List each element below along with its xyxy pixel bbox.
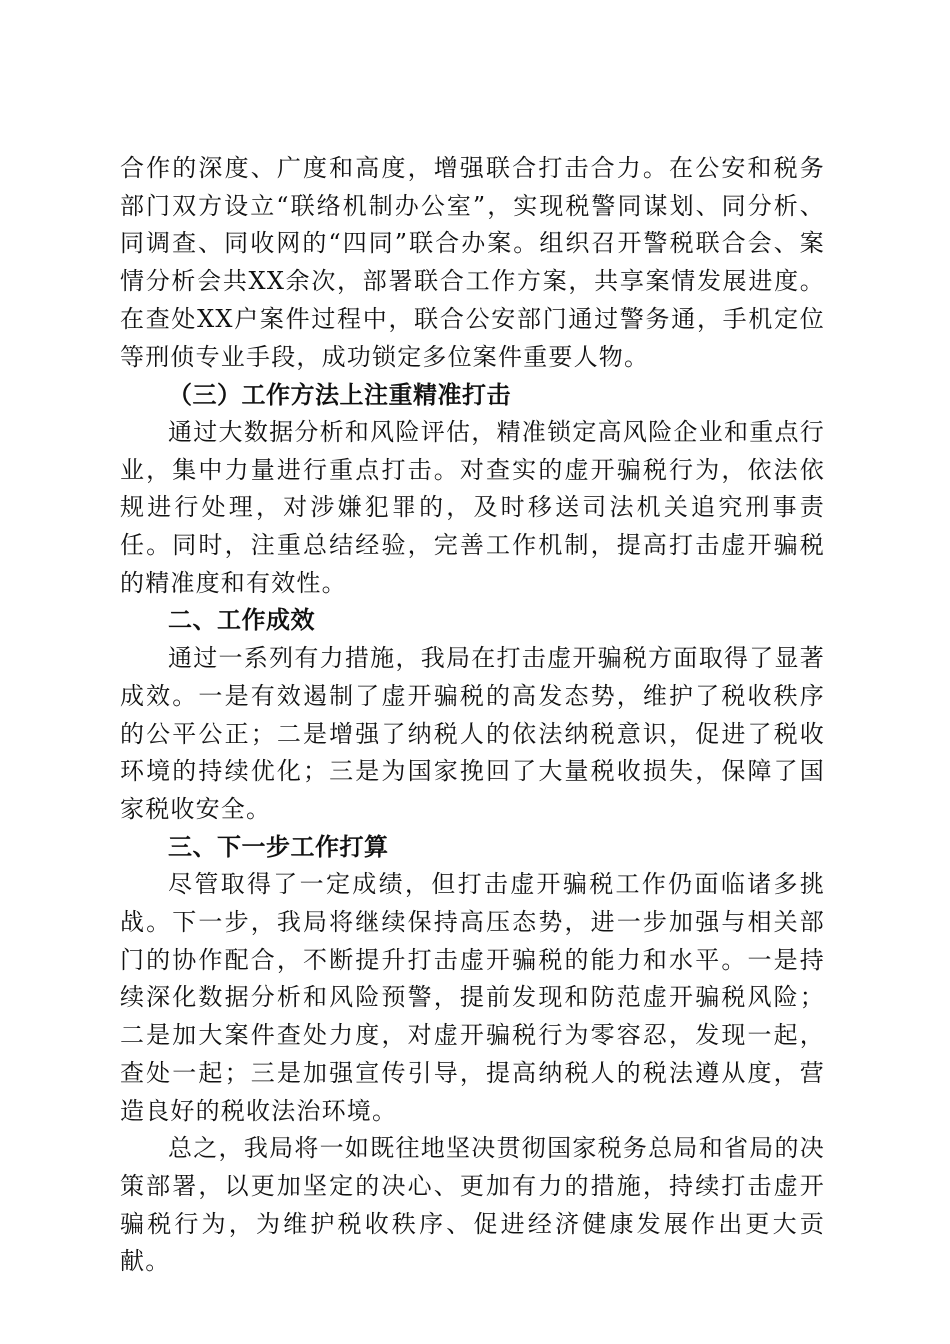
paragraph-work-results: 通过一系列有力措施，我局在打击虚开骗税方面取得了显著成效。一是有效遏制了虚开骗税的高发态势，维护了税收秩序的公平公正；二是增强了纳税人的依法纳税意识，促进了税收环境的持续优化；三是为国家挽回了大量税收损失，保障了国家税收安全。 [120, 644, 825, 823]
document-page [120, 150, 825, 1281]
heading-next-steps: 三、下一步工作打算 [168, 832, 389, 861]
paragraph-joint-operations: 合作的深度、广度和高度，增强联合打击合力。在公安和税务部门双方设立“联络机制办公室”，实现税警同谋划、同分析、同调查、同收网的“四同”联合办案。组织召开警税联合会、案情分析会共XX余次，部署联合工作方案，共享案情发展进度。在查处XX户案件过程中，联合公安部门通过警务通，手机定位等刑侦专业手段，成功锁定多位案件重要人物。 [120, 154, 825, 371]
heading-work-results: 二、工作成效 [168, 606, 315, 635]
paragraph-precision-strike: 通过大数据分析和风险评估，精准锁定高风险企业和重点行业，集中力量进行重点打击。对查实的虚开骗税行为，依法依规进行处理，对涉嫌犯罪的，及时移送司法机关追究刑事责任。同时，注重总结经验，完善工作机制，提高打击虚开骗税的精准度和有效性。 [120, 417, 825, 597]
heading-precision-strike: （三）工作方法上注重精准打击 [168, 380, 511, 410]
paragraph-conclusion: 总之，我局将一如既往地坚决贯彻国家税务总局和省局的决策部署，以更加坚定的决心、更加有力的措施，持续打击虚开骗税行为，为维护税收秩序、促进经济健康发展作出更大贡献。 [120, 1134, 825, 1276]
paragraph-next-steps: 尽管取得了一定成绩，但打击虚开骗税工作仍面临诸多挑战。下一步，我局将继续保持高压态势，进一步加强与相关部门的协作配合，不断提升打击虚开骗税的能力和水平。一是持续深化数据分析和风险预警，提前发现和防范虚开骗税风险；二是加大案件查处力度，对虚开骗税行为零容忍，发现一起，查处一起；三是加强宣传引导，提高纳税人的税法遵从度，营造良好的税收法治环境。 [120, 870, 825, 1125]
